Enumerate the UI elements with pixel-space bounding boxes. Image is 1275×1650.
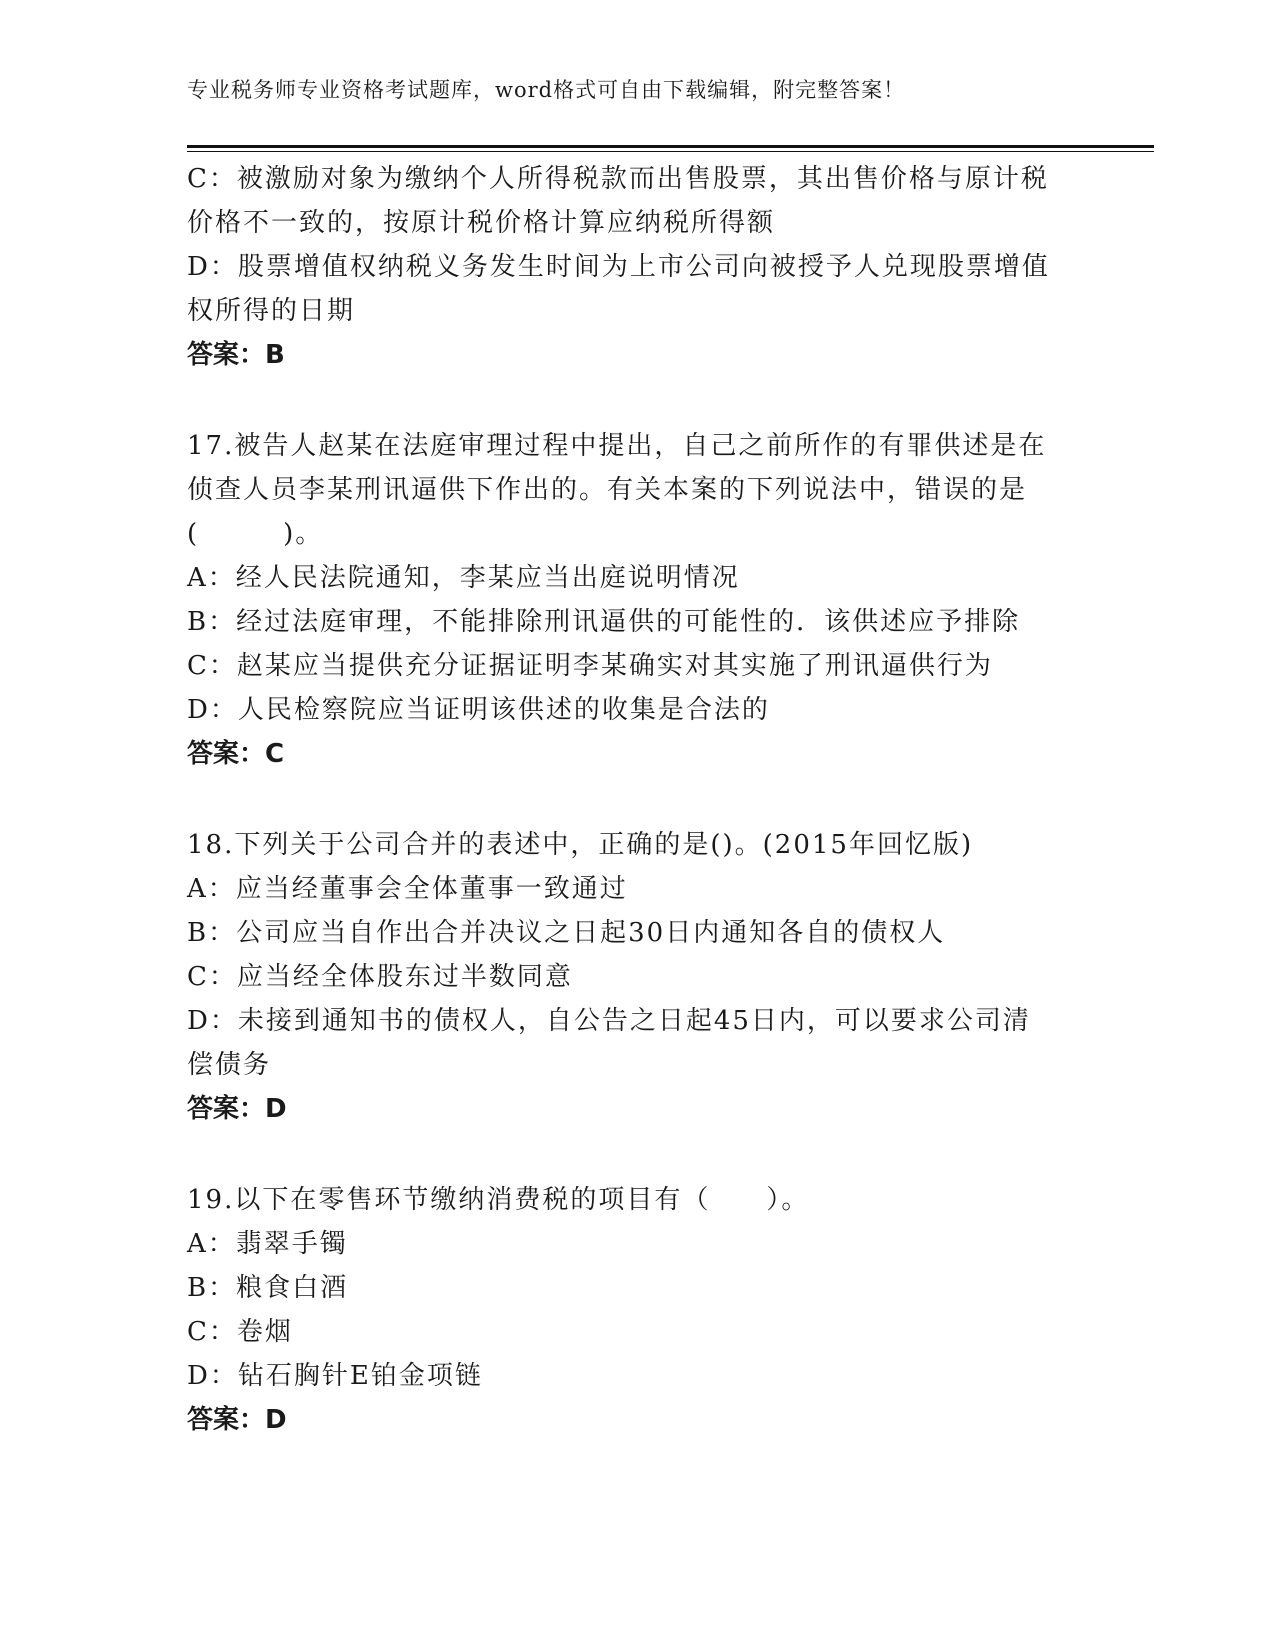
q17-stem-line3: ( )。 [187,519,324,549]
q18-option-a: A：应当经董事会全体董事一致通过 [187,874,628,904]
page-header: 专业税务师专业资格考试题库，word格式可自由下载编辑，附完整答案！ [187,78,906,102]
q19-option-a: A：翡翠手镯 [187,1229,348,1259]
q19-answer: 答案：D [187,1405,287,1435]
q16-option-d-line1: D：股票增值权纳税义务发生时间为上市公司向被授予人兑现股票增值 [187,252,1050,282]
q17-option-a: A：经人民法院通知，李某应当出庭说明情况 [187,563,740,593]
q18-option-b: B：公司应当自作出合并决议之日起30日内通知各自的债权人 [187,918,946,948]
q17-option-c: C：赵某应当提供充分证据证明李某确实对其实施了刑讯逼供行为 [187,651,993,681]
q17-stem-line2: 侦查人员李某刑讯逼供下作出的。有关本案的下列说法中，错误的是 [187,475,1028,505]
header-rule-thick [187,145,1154,148]
q16-answer: 答案：B [187,340,285,370]
q19-option-c: C：卷烟 [187,1317,293,1347]
q17-answer: 答案：C [187,739,285,769]
q16-option-c-line2: 价格不一致的，按原计税价格计算应纳税所得额 [187,208,776,238]
q19-option-d: D：钻石胸针E铂金项链 [187,1361,483,1391]
q18-option-d-line2: 偿债务 [187,1050,272,1080]
q19-stem-line1: 19.以下在零售环节缴纳消费税的项目有（ ）。 [187,1185,810,1215]
q17-option-d: D：人民检察院应当证明该供述的收集是合法的 [187,695,770,725]
q19-option-b: B：粮食白酒 [187,1273,349,1303]
q17-stem-line1: 17.被告人赵某在法庭审理过程中提出，自己之前所作的有罪供述是在 [187,431,1047,461]
q18-option-c: C：应当经全体股东过半数同意 [187,962,573,992]
q16-option-c-line1: C：被激励对象为缴纳个人所得税款而出售股票，其出售价格与原计税 [187,164,1049,194]
q18-answer: 答案：D [187,1094,287,1124]
header-rule-thin [187,151,1154,152]
q18-stem-line1: 18.下列关于公司合并的表述中，正确的是()。(2015年回忆版) [187,830,974,860]
q17-option-b: B：经过法庭审理，不能排除刑讯逼供的可能性的．该供述应予排除 [187,607,1021,637]
q16-option-d-line2: 权所得的日期 [187,296,356,326]
q18-option-d-line1: D：未接到通知书的债权人，自公告之日起45日内，可以要求公司清 [187,1006,1031,1036]
